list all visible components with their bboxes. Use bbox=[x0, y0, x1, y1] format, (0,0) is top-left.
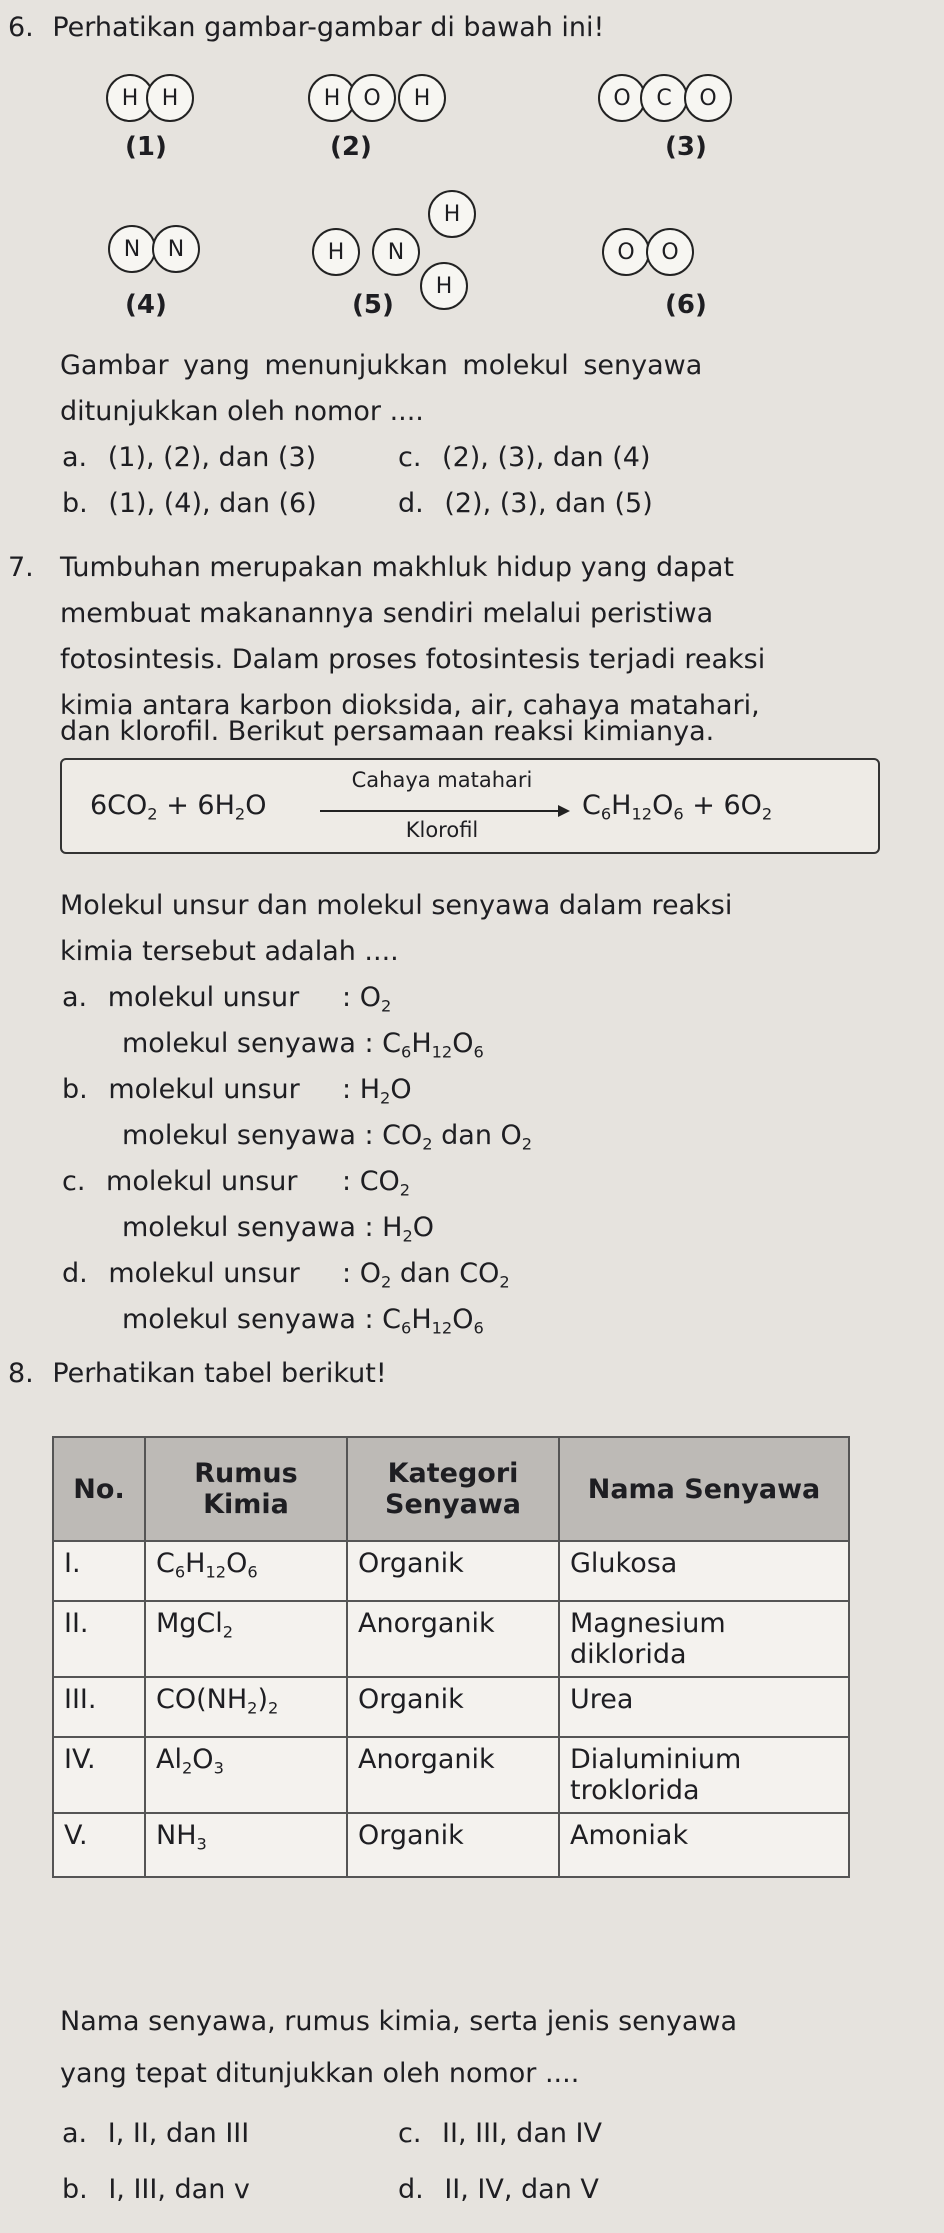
q8-header bbox=[8, 1352, 387, 1396]
q7-option-d-senyawa: molekul senyawa : $C_6H_{12}O_6$ bbox=[122, 1304, 484, 1338]
subscript: 2 bbox=[147, 804, 158, 824]
option-label: molekul senyawa : bbox=[122, 1304, 374, 1335]
q7-option-a-unsur-value: : $O_2$ bbox=[342, 982, 392, 1016]
molecule-label: (6) bbox=[665, 290, 707, 320]
cell-no: I. bbox=[53, 1541, 145, 1601]
cell-no: III. bbox=[53, 1677, 145, 1737]
option-letter: b. bbox=[62, 488, 88, 519]
glucose-h: H bbox=[611, 790, 632, 821]
q8-prompt: Perhatikan tabel berikut! bbox=[52, 1358, 387, 1389]
subscript: 6 bbox=[600, 804, 612, 824]
q7-paragraph-line: kimia antara karbon dioksida, air, cahaya matahari, bbox=[60, 690, 760, 721]
q6-number: 6. bbox=[8, 12, 34, 43]
header-text: Rumus bbox=[194, 1458, 298, 1489]
atom: H bbox=[308, 74, 356, 122]
name-line: diklorida bbox=[570, 1639, 687, 1670]
atom: H bbox=[146, 74, 194, 122]
q7-question-line2: kimia tersebut adalah .... bbox=[60, 936, 399, 967]
name-line: Magnesium bbox=[570, 1608, 726, 1639]
option-letter: b. bbox=[62, 1074, 88, 1105]
atom: H bbox=[106, 74, 154, 122]
option-letter: b. bbox=[62, 2174, 88, 2205]
name-line: troklorida bbox=[570, 1775, 700, 1806]
atom: H bbox=[420, 262, 468, 310]
q8-option-a bbox=[62, 2112, 249, 2156]
q7-number: 7. bbox=[8, 552, 34, 583]
cell-formula: $Al_2O_3$ bbox=[145, 1737, 347, 1813]
q7-option-c-unsur-value: : $CO_2$ bbox=[342, 1166, 411, 1200]
header-rumus bbox=[145, 1437, 347, 1541]
header-nama: Nama Senyawa bbox=[559, 1437, 849, 1541]
cell-name: Urea bbox=[559, 1677, 849, 1737]
table-row bbox=[53, 1541, 849, 1601]
o2: + 6O bbox=[692, 790, 762, 821]
option-letter: a. bbox=[62, 982, 88, 1013]
equation-box bbox=[60, 758, 880, 854]
h2o-o: O bbox=[245, 790, 267, 821]
q7-option-b-senyawa: molekul senyawa : $CO_2$ dan $O_2$ bbox=[122, 1120, 533, 1154]
colon: : bbox=[342, 1166, 352, 1197]
header-text: Kimia bbox=[203, 1489, 289, 1520]
q7-option-d-unsur-value: : $O_2$ dan $CO_2$ bbox=[342, 1258, 510, 1292]
option-text: I, II, dan III bbox=[107, 2118, 250, 2149]
option-text: (1), (4), dan (6) bbox=[108, 488, 317, 519]
atom: O bbox=[348, 74, 396, 122]
atom: O bbox=[684, 74, 732, 122]
atom: H bbox=[428, 190, 476, 238]
cell-category: Organik bbox=[347, 1541, 559, 1601]
cell-category: Anorganik bbox=[347, 1737, 559, 1813]
cell-category: Organik bbox=[347, 1677, 559, 1737]
compound-table bbox=[52, 1436, 850, 1878]
header-text: Kategori bbox=[387, 1458, 519, 1489]
cell-name: Amoniak bbox=[559, 1813, 849, 1877]
atom: N bbox=[372, 228, 420, 276]
molecule-label: (5) bbox=[352, 290, 394, 320]
subscript: 12 bbox=[631, 804, 653, 824]
subscript: 2 bbox=[761, 804, 773, 824]
q7-option-a-unsur bbox=[62, 976, 299, 1020]
q8-option-d bbox=[398, 2168, 599, 2212]
q7-paragraph-line: fotosintesis. Dalam proses fotosintesis terjadi reaksi bbox=[60, 644, 766, 675]
colon: : bbox=[342, 1074, 352, 1105]
h2o: + 6H bbox=[166, 790, 235, 821]
q7-paragraph-line: membuat makanannya sendiri melalui peristiwa bbox=[60, 598, 714, 629]
subscript: 2 bbox=[234, 804, 246, 824]
option-letter: d. bbox=[62, 1258, 88, 1289]
molecule-label: (2) bbox=[330, 132, 372, 162]
cell-formula: $C_6H_{12}O_6$ bbox=[145, 1541, 347, 1601]
option-label: molekul senyawa : bbox=[122, 1028, 374, 1059]
cell-name: Glukosa bbox=[559, 1541, 849, 1601]
subscript: 6 bbox=[673, 804, 684, 824]
q7-option-a-senyawa: molekul senyawa : $C_6H_{12}O_6$ bbox=[122, 1028, 484, 1062]
molecule-label: (4) bbox=[125, 290, 167, 320]
q8-option-b bbox=[62, 2168, 250, 2212]
header-kategori bbox=[347, 1437, 559, 1541]
q7-option-c-unsur bbox=[62, 1160, 297, 1204]
header-no: No. bbox=[53, 1437, 145, 1541]
molecule-label: (3) bbox=[665, 132, 707, 162]
table-row bbox=[53, 1737, 849, 1813]
option-letter: c. bbox=[62, 1166, 86, 1197]
option-text: I, III, dan v bbox=[108, 2174, 250, 2205]
option-letter: a. bbox=[62, 442, 88, 473]
q7-paragraph-line: Tumbuhan merupakan makhluk hidup yang dapat bbox=[60, 552, 734, 583]
option-label: molekul senyawa : bbox=[122, 1120, 374, 1151]
q6-prompt: Perhatikan gambar-gambar di bawah ini! bbox=[52, 12, 605, 43]
option-letter: d. bbox=[398, 2174, 424, 2205]
option-label: molekul unsur bbox=[108, 1258, 300, 1289]
atom: N bbox=[108, 225, 156, 273]
option-text: (2), (3), dan (4) bbox=[442, 442, 651, 473]
q8-number: 8. bbox=[8, 1358, 34, 1389]
arrow-condition-bottom: Klorofil bbox=[405, 818, 479, 842]
q7-option-b-unsur bbox=[62, 1068, 300, 1112]
cell-category: Anorganik bbox=[347, 1601, 559, 1677]
cell-no: II. bbox=[53, 1601, 145, 1677]
conjunction: dan bbox=[399, 1258, 451, 1289]
header-text: Senyawa bbox=[385, 1489, 521, 1520]
option-label: molekul unsur bbox=[106, 1166, 298, 1197]
cell-name bbox=[559, 1737, 849, 1813]
option-letter: d. bbox=[398, 488, 424, 519]
q6-question-line2: ditunjukkan oleh nomor .... bbox=[60, 396, 424, 427]
atom: O bbox=[598, 74, 646, 122]
name-line: Dialuminium bbox=[570, 1744, 742, 1775]
table-row bbox=[53, 1813, 849, 1877]
q6-header bbox=[8, 12, 604, 43]
option-text: (2), (3), dan (5) bbox=[444, 488, 653, 519]
co2: 6CO bbox=[90, 790, 148, 821]
glucose-c: C bbox=[582, 790, 601, 821]
q6-question-line1: Gambar yang menunjukkan molekul senyawa bbox=[60, 350, 703, 381]
atom: C bbox=[640, 74, 688, 122]
cell-formula: $NH_3$ bbox=[145, 1813, 347, 1877]
atom: H bbox=[312, 228, 360, 276]
option-label: molekul unsur bbox=[107, 982, 300, 1013]
q8-option-c bbox=[398, 2112, 602, 2156]
table-row bbox=[53, 1677, 849, 1737]
atom: N bbox=[152, 225, 200, 273]
q7-option-b-unsur-value: : $H_2O$ bbox=[342, 1074, 412, 1108]
molecule-label: (1) bbox=[125, 132, 167, 162]
colon: : bbox=[342, 1258, 352, 1289]
q7-paragraph-line: dan klorofil. Berikut persamaan reaksi kimianya. bbox=[60, 716, 715, 747]
option-text: II, IV, dan V bbox=[444, 2174, 599, 2205]
table-header-row bbox=[53, 1437, 849, 1541]
q7-option-d-unsur bbox=[62, 1252, 300, 1296]
option-text: II, III, dan IV bbox=[442, 2118, 602, 2149]
q7-option-c-senyawa: molekul senyawa : $H_2O$ bbox=[122, 1212, 435, 1246]
option-letter: a. bbox=[62, 2118, 88, 2149]
option-letter: c. bbox=[398, 2118, 422, 2149]
q7-question-line1: Molekul unsur dan molekul senyawa dalam reaksi bbox=[60, 890, 733, 921]
q6-option-d bbox=[398, 482, 653, 526]
products bbox=[582, 790, 772, 824]
arrow-condition-top: Cahaya matahari bbox=[351, 768, 533, 792]
colon: : bbox=[342, 982, 352, 1013]
q6-option-c bbox=[398, 436, 650, 480]
option-label: molekul senyawa : bbox=[122, 1212, 374, 1243]
conjunction: dan bbox=[441, 1120, 492, 1151]
atom: H bbox=[398, 74, 446, 122]
q6-option-a bbox=[62, 436, 316, 480]
cell-name bbox=[559, 1601, 849, 1677]
table-row bbox=[53, 1601, 849, 1677]
option-label: molekul unsur bbox=[108, 1074, 300, 1105]
option-letter: c. bbox=[398, 442, 422, 473]
option-text: (1), (2), dan (3) bbox=[107, 442, 317, 473]
cell-formula: $CO(NH_2)_2$ bbox=[145, 1677, 347, 1737]
q8-question-line1: Nama senyawa, rumus kimia, serta jenis senyawa bbox=[60, 2006, 738, 2037]
q6-option-b bbox=[62, 482, 317, 526]
q8-question-line2: yang tepat ditunjukkan oleh nomor .... bbox=[60, 2058, 580, 2089]
cell-formula: MgCl$_2$ bbox=[145, 1601, 347, 1677]
cell-category: Organik bbox=[347, 1813, 559, 1877]
atom: O bbox=[602, 228, 650, 276]
reaction-arrow-icon bbox=[320, 804, 572, 818]
glucose-o: O bbox=[652, 790, 674, 821]
reactants bbox=[90, 790, 266, 824]
cell-no: IV. bbox=[53, 1737, 145, 1813]
cell-no: V. bbox=[53, 1813, 145, 1877]
atom: O bbox=[646, 228, 694, 276]
